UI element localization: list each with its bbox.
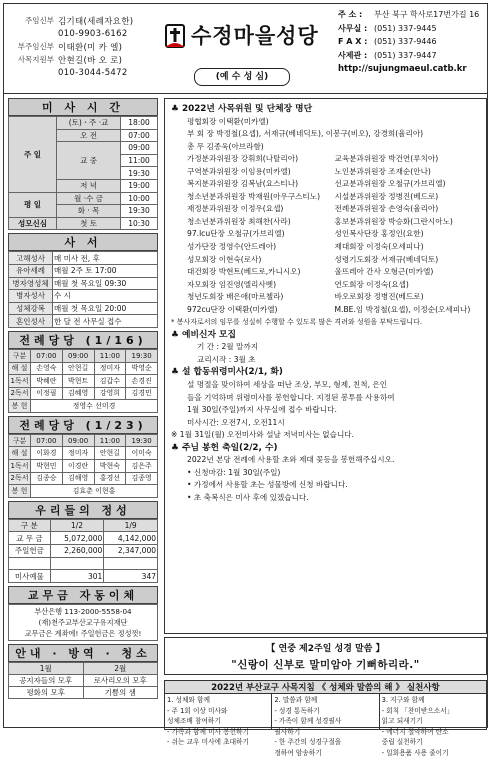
notice-line: ※ 1월 31일(월) 오전미사와 설날 저녁미사는 없습니다. (171, 429, 482, 442)
table-row (9, 557, 158, 570)
officer-row (171, 116, 482, 129)
liturgy-duty-title-2: 전례당당 (1/23) (8, 416, 158, 434)
notice-line: 설 명절을 맞이하여 세상을 떠난 조상, 부모, 형제, 친척, 은인 (171, 379, 482, 392)
clergy-label: 부주임신부 (10, 41, 58, 52)
guideline-item: - 주 1회 이상 미사와 (167, 706, 269, 717)
table-cell: 성체강복 (9, 302, 53, 315)
clergy-label: 주임신부 (10, 15, 58, 26)
table-cell: 10:30 (121, 217, 158, 230)
table-row (9, 375, 158, 388)
table-header-cell: 구분 (9, 434, 31, 447)
notice-line: • 신청마감: 1월 30일(주일) (171, 467, 482, 480)
notice-line: 미사시간: 오전7시, 오전11시 (171, 417, 482, 430)
officer-row (171, 128, 482, 141)
notice-line: • 가정에서 사용할 초는 성물방에 신청 바랍니다. (171, 479, 482, 492)
officer-entry: 재정분과위원장 이정우(요셉) (187, 203, 335, 216)
bank-line: (재)천주교부산교구유지재단 (9, 617, 157, 628)
table-cell: 2독서 (9, 472, 31, 485)
scripture-title: 【 연중 제2주일 성경 말씀 】 (165, 641, 486, 654)
liturgy-duty-title-1: 전례당당 (1/16) (8, 331, 158, 349)
guideline-item: 2. 말씀과 함께 (274, 695, 376, 706)
sacraments-title: 사 서 (8, 233, 158, 251)
contact-label: F A X : (338, 37, 374, 46)
table-cell: 김효춘 이현홍 (31, 485, 158, 498)
table-row (9, 362, 158, 375)
officer-row (171, 241, 482, 254)
guideline-item: - 쉬는 교우 미사에 초대하기 (167, 737, 269, 748)
officer-entry: 성가단장 정영수(안드레아) (187, 241, 335, 254)
officer-entry: 구역분과위원장 이임용(미카엘) (187, 166, 335, 179)
guide-table (8, 662, 158, 699)
table-cell: 박현트 (62, 375, 94, 388)
table-cell: 손영숙 (31, 362, 63, 375)
officer-entry: 복지분과위원장 김복남(요스티나) (187, 178, 335, 191)
table-header-cell: 09:00 (62, 434, 94, 447)
table-cell: 정미자 (94, 362, 126, 375)
notice-line: • 초 축복식은 미사 후에 있겠습니다. (171, 492, 482, 505)
table-cell: 2,347,000 (104, 545, 158, 558)
bulletin-page (3, 3, 488, 728)
notice-footnote: * 봉사자로서의 임무를 성실히 수행할 수 있도록 많은 격려와 성원을 부탁드립니다. (171, 316, 482, 329)
table-cell: 첫 토 (57, 217, 121, 230)
table-header-cell: 2월 (83, 662, 158, 674)
table-cell: 유아세례 (9, 264, 53, 277)
contact-label: 사제관 : (338, 50, 374, 61)
table-row (9, 264, 158, 277)
officer-entry: 자모회장 임진영(엘리사벳) (187, 279, 335, 292)
table-row (9, 302, 158, 315)
guideline-item: - 에너지 절약하여 탄소 (382, 727, 484, 738)
guideline-item: - 가족이 함께 성경필사 (274, 716, 376, 727)
table-cell: 10:00 (121, 192, 158, 205)
officer-entry: 청소년분과위원장 최해찬(사라) (187, 216, 335, 229)
table-cell: 박영순 (126, 362, 158, 375)
table-cell: 301 (50, 570, 104, 583)
notice-line: 1월 30일(주일)까지 사무실에 접수 바랍니다. (171, 404, 482, 417)
officer-row (171, 216, 482, 229)
contact-row (338, 8, 486, 22)
guideline-item: - 가족과 함께 미사 봉헌하기 (167, 727, 269, 738)
table-header-cell: 19:30 (126, 349, 158, 362)
contact-value: 부산 북구 학사로17번가길 16 (374, 9, 486, 20)
table-cell: 안현길 (62, 362, 94, 375)
table-row (9, 192, 158, 205)
officer-row (171, 191, 482, 204)
diocese-guidelines (164, 680, 487, 730)
table-row (9, 570, 158, 583)
table-header-cell: 1월 (9, 662, 84, 674)
table-cell (9, 557, 51, 570)
table-cell: 고해성사 (9, 252, 53, 265)
mass-times-title: 미 사 시 간 (8, 98, 158, 116)
clergy-row (10, 40, 160, 53)
table-cell: 병자성사 (9, 290, 53, 303)
bank-transfer-title: 교무금 자동이체 (8, 586, 158, 604)
officer-entry: 성령기도회장 서재규(베네딕토) (335, 254, 483, 267)
contact-value: (051) 337-9445 (374, 24, 486, 33)
table-cell: 김은주 (126, 460, 158, 473)
guideline-item: 성체조배 참여하기 (167, 716, 269, 727)
bank-line: 부산은행 113-2000-5558-04 (9, 606, 157, 617)
table-cell: 정미자 (62, 447, 94, 460)
table-cell: 07:00 (121, 129, 158, 142)
table-cell: 347 (104, 570, 158, 583)
clergy-value: 안현길(바 오 로) (58, 54, 160, 66)
table-row (9, 387, 158, 400)
table-header-cell: 07:00 (31, 349, 63, 362)
clergy-value: 010-9903-6162 (58, 29, 160, 39)
table-cell: 오 전 (57, 129, 121, 142)
table-cell: 김해영 (62, 472, 94, 485)
table-cell: 화 · 목 (57, 205, 121, 218)
officer-entry: 노인분과위원장 조재순(안나) (335, 166, 483, 179)
guideline-item: 3. 지구와 함께 (382, 695, 484, 706)
liturgy-duty-table-1 (8, 349, 158, 413)
table-row (9, 117, 158, 130)
officer-entry: 전례분과위원장 손영숙(율리아) (335, 203, 483, 216)
table-cell: 김경민 (126, 387, 158, 400)
contact-row (338, 22, 486, 36)
table-row (9, 674, 158, 686)
guideline-column (380, 694, 486, 729)
officer-entry: 울뜨레아 간사 오형근(미카엘) (335, 266, 483, 279)
table-row (9, 532, 158, 545)
table-row (9, 252, 158, 265)
mass-times-table (8, 116, 158, 230)
table-cell: 교 무 금 (9, 532, 51, 545)
bank-transfer-info (8, 604, 158, 641)
officer-row (171, 141, 482, 154)
table-cell: 매월 첫 목요일 20:00 (53, 302, 158, 315)
officer-entry: 972cu단장 이택환(미카엘) (187, 304, 335, 317)
guideline-item: - 일회용품 사용 줄이기 (382, 748, 484, 758)
table-cell: 박혜란 (31, 375, 63, 388)
table-header-cell: 07:00 (31, 434, 63, 447)
scripture-box (164, 637, 487, 675)
parish-url[interactable]: http://sujungmaeul.catb.kr (338, 64, 467, 74)
guideline-item: 1. 성체와 함께 (167, 695, 269, 706)
officer-entry: 부 회 장 박정철(요셉), 서재규(베네딕토), 이봉구(비오), 강경희(율리아) (187, 128, 423, 141)
guide-title: 안내 · 방역 · 청소 (8, 644, 158, 662)
table-cell: 19:00 (121, 179, 158, 192)
table-cell: 11:00 (121, 154, 158, 167)
table-header-cell: 1/2 (50, 519, 104, 532)
table-cell: 홍경선 (94, 472, 126, 485)
officer-entry: 제대회장 이정숙(오세피나) (335, 241, 483, 254)
officer-row (171, 228, 482, 241)
table-cell: 로사리오의 모후 (83, 674, 158, 686)
officer-row (171, 291, 482, 304)
clergy-value: 이태환(미 카 엘) (58, 41, 160, 53)
guideline-item: - 성경 통독하기 (274, 706, 376, 717)
table-header-cell: 구분 (9, 349, 31, 362)
table-cell: 매월 2주 토 17:00 (53, 264, 158, 277)
table-cell: 김갑수 (94, 375, 126, 388)
notice-heading-catechumen: ♣ 예비신자 모집 (171, 329, 482, 342)
contact-info (338, 8, 486, 76)
table-header-row (9, 519, 158, 532)
clergy-label: 사목지원부 (10, 54, 58, 65)
table-header-row (9, 662, 158, 674)
officer-entry: 교육분과위원장 박건연(루치아) (335, 153, 483, 166)
sacraments-table (8, 251, 158, 328)
table-header-cell: 구 분 (9, 519, 51, 532)
table-row (9, 686, 158, 698)
left-column (8, 98, 158, 699)
table-cell: 성모신심 (9, 217, 57, 230)
notice-heading-memorial: ♣ 설 합동위령미사(2/1, 화) (171, 366, 482, 379)
guidelines-title: 2022년 부산교구 사목지침 《 성체와 말씀의 해 》 실천사항 (164, 680, 487, 694)
bulletin-header (4, 4, 487, 92)
table-cell: 박현숙 (94, 460, 126, 473)
table-cell: 해 설 (9, 362, 31, 375)
officer-entry: 97.lcu단장 오철규(가브리엘) (187, 228, 335, 241)
table-cell: 기쁨의 샘 (83, 686, 158, 698)
table-cell: 김종승 (31, 472, 63, 485)
table-row (9, 545, 158, 558)
table-cell: 이정필 (31, 387, 63, 400)
officer-entry (384, 116, 482, 129)
officer-entry: 가정분과위원장 강휘희(나탈리아) (187, 153, 335, 166)
guideline-item: - 회칙 「찬미받으소서」 (382, 706, 484, 717)
table-cell: 저 녁 (57, 179, 121, 192)
officer-entry: 청소년분과위원장 박재원(아우구스티노) (187, 191, 335, 204)
table-cell: 미사예물 (9, 570, 51, 583)
officer-entry (423, 128, 482, 141)
table-cell: 월 ·수 금 (57, 192, 121, 205)
table-cell: 김혜영 (62, 387, 94, 400)
clergy-row (10, 27, 160, 40)
officer-row (171, 203, 482, 216)
table-cell: 주 일 (9, 117, 57, 193)
table-cell: 2독서 (9, 387, 31, 400)
clergy-row (10, 14, 160, 27)
table-cell: 2,260,000 (50, 545, 104, 558)
table-cell (104, 557, 158, 570)
officer-entry: 성모회장 이현숙(로사) (187, 254, 335, 267)
liturgy-duty-table-2 (8, 434, 158, 498)
contact-value: (051) 337-9446 (374, 37, 486, 46)
table-cell: 해 설 (9, 447, 31, 460)
table-cell: 박현민 (31, 460, 63, 473)
table-row (9, 277, 158, 290)
guideline-column (165, 694, 272, 729)
church-logo-icon (164, 21, 186, 49)
table-header-cell: 11:00 (94, 349, 126, 362)
notice-line: 기 간 : 2월 말까지 (171, 341, 482, 354)
contact-label: 주 소 : (338, 9, 374, 20)
contact-row (338, 35, 486, 49)
table-cell: 평 일 (9, 192, 57, 217)
officer-entry: 선교분과위원장 오철규(가브리엘) (335, 178, 483, 191)
officer-entry: M.BE.임 박정철(요셉), 이정순(오세피나) (335, 304, 483, 317)
notice-heading-officers: ♣ 2022년 사목위원 및 단체장 명단 (171, 103, 482, 116)
table-row (9, 400, 158, 413)
guideline-item: 필사하기 (274, 727, 376, 738)
table-cell: 봉 헌 (9, 485, 31, 498)
table-cell: 봉 헌 (9, 400, 31, 413)
table-header-row (9, 349, 158, 362)
table-cell: 손경진 (126, 375, 158, 388)
table-cell: (토)ㆍ주 ·교 (57, 117, 121, 130)
officer-entry: 평협회장 이택환(미카엘) (187, 116, 384, 129)
officer-entry: 청년도회장 배은애(마르첼라) (187, 291, 335, 304)
table-cell: 병자영성체 (9, 277, 53, 290)
officer-row (171, 178, 482, 191)
table-row (9, 290, 158, 303)
clergy-value: 010-3044-5472 (58, 68, 160, 78)
guideline-item: 중립 실천하기 (382, 737, 484, 748)
table-row (9, 315, 158, 328)
table-cell: 한 달 전 사무실 접수 (53, 315, 158, 328)
notice-line: 교리시작 : 3월 초 (171, 354, 482, 367)
table-cell: 이경란 (62, 460, 94, 473)
contact-row (338, 49, 486, 63)
table-row (9, 447, 158, 460)
officer-entry: 홍보분과위원장 박승화(그란시아노) (335, 216, 483, 229)
table-row (9, 217, 158, 230)
table-cell: 강영희 (94, 387, 126, 400)
contact-label: 사무실 : (338, 23, 374, 34)
notice-heading-presentation: ♣ 주님 봉헌 축일(2/2, 수) (171, 442, 482, 455)
guideline-column (272, 694, 379, 729)
clergy-value: 김기태(세례자요한) (58, 15, 160, 27)
table-cell: 이화경 (31, 447, 63, 460)
clergy-info (10, 14, 160, 79)
clergy-row (10, 66, 160, 79)
offering-title: 우리들의 정성 (8, 501, 158, 519)
table-row (9, 485, 158, 498)
table-cell: 안현길 (94, 447, 126, 460)
table-cell: 09:00 (121, 142, 158, 155)
table-cell: 주일헌금 (9, 545, 51, 558)
table-cell: 5,072,000 (50, 532, 104, 545)
table-header-cell: 1/9 (104, 519, 158, 532)
table-cell: 18:00 (121, 117, 158, 130)
offering-table (8, 519, 158, 583)
guideline-item: - 한 주간의 성경구절을 (274, 737, 376, 748)
table-cell: 1독서 (9, 460, 31, 473)
table-cell: 매 미사 전, 후 (53, 252, 158, 265)
notice-line: 들을 기억하며 위령미사를 봉헌합니다. 지정된 봉투를 사용하여 (171, 392, 482, 405)
officer-row (171, 279, 482, 292)
scripture-verse: "신랑이 신부로 말미암아 기뻐하리라." (165, 657, 486, 672)
contact-value: (051) 337-9447 (374, 51, 486, 60)
table-cell (50, 557, 104, 570)
officer-entry: 성인복사단장 홍정인(요한) (335, 228, 483, 241)
notices-panel (164, 98, 487, 634)
table-cell: 이미숙 (126, 447, 158, 460)
table-row (9, 472, 158, 485)
table-cell: 평화의 모후 (9, 686, 84, 698)
table-cell: 혼인성사 (9, 315, 53, 328)
table-cell: 공지자들의 모후 (9, 674, 84, 686)
officer-entry (384, 141, 482, 154)
officer-row (171, 304, 482, 317)
officer-entry: 시설분과위원장 정병진(베드로) (335, 191, 483, 204)
table-cell: 19:30 (121, 167, 158, 180)
table-header-cell: 19:30 (126, 434, 158, 447)
officer-row (171, 254, 482, 267)
table-header-cell: 09:00 (62, 349, 94, 362)
officer-row (171, 153, 482, 166)
officer-entry: 연도회장 이정숙(요셉) (335, 279, 483, 292)
parish-name: 수정마을성당 (191, 20, 319, 50)
officer-row (171, 166, 482, 179)
table-row (9, 460, 158, 473)
table-header-row (9, 434, 158, 447)
parish-logo (164, 18, 329, 52)
table-cell: 1독서 (9, 375, 31, 388)
clergy-row (10, 53, 160, 66)
notice-line: 2022년 본당 전례에 사용할 초와 제대 꽃등을 봉헌해주십시오. (171, 454, 482, 467)
officer-row (171, 266, 482, 279)
table-header-cell: 11:00 (94, 434, 126, 447)
table-cell: 4,142,000 (104, 532, 158, 545)
header-divider (4, 93, 487, 94)
officer-entry: 바오로회장 정병진(베드로) (335, 291, 483, 304)
table-cell: 정영수 선미경 (31, 400, 158, 413)
parish-motto: (예 수 성 심) (194, 68, 290, 86)
table-cell: 김종영 (126, 472, 158, 485)
officer-entry: 총 무 김종욱(아브라함) (187, 141, 384, 154)
guideline-item: 읽고 되새기기 (382, 716, 484, 727)
table-cell: 매월 첫 목요일 09:30 (53, 277, 158, 290)
table-cell: 19:30 (121, 205, 158, 218)
table-cell: 수 시 (53, 290, 158, 303)
officer-entry: 대건회장 박현트(베드로,카니시오) (187, 266, 335, 279)
table-cell: 교 중 (57, 142, 121, 180)
guideline-item: 정하여 암송하기 (274, 748, 376, 758)
bank-line: 교무금은 계좌에! 주일헌금은 정성껏! (9, 628, 157, 639)
